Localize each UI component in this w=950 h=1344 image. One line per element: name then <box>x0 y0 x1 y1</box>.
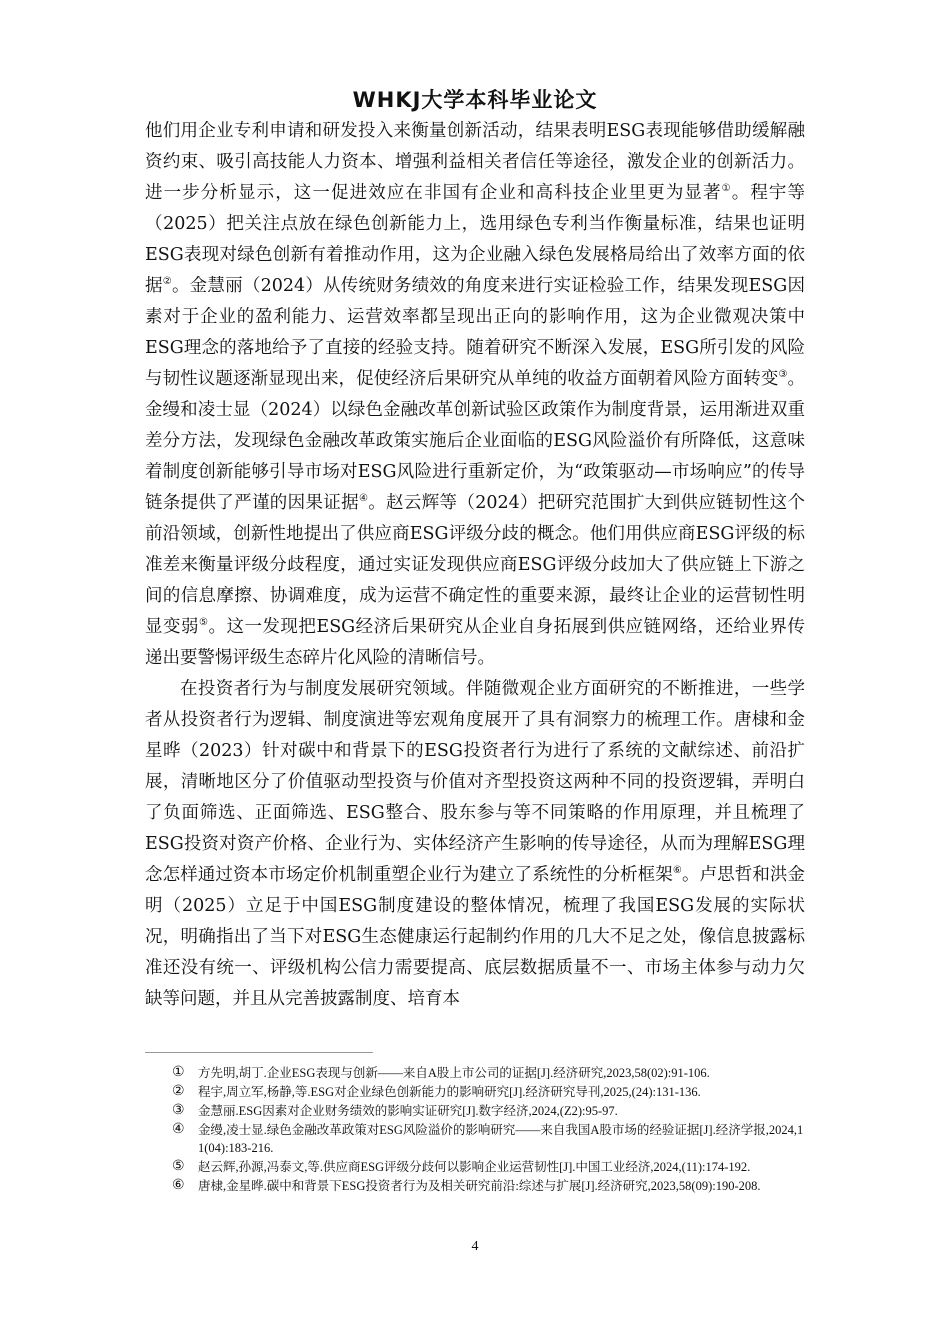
footnote-ref-1[interactable]: ① <box>721 183 732 195</box>
footnote-mark: ② <box>172 1084 185 1099</box>
footnote-ref-6[interactable]: ⑥ <box>672 865 682 877</box>
p2-text-2: 。卢思哲和洪金明（2025）立足于中国ESG制度建设的整体情况，梳理了我国ESG发展的实际状况，明确指出了当下对ESG生态健康运行起制约作用的几大不足之处，像信息披露标准还没有统一、评级机构公信力需要提高、底层数据质量不一、市场主体参与动力欠缺等问题，并且从完善披露制度、培育本 <box>145 865 806 1009</box>
footnote-text: 程宇,周立军,杨静,等.ESG对企业绿色创新能力的影响研究[J].经济研究导刊,2025,(24):131-136. <box>198 1085 701 1099</box>
paragraph-1 <box>145 116 805 674</box>
footnote-text: 唐棣,金星晔.碳中和背景下ESG投资者行为及相关研究前沿:综述与扩展[J].经济研究,2023,58(09):190-208. <box>198 1179 761 1193</box>
footnote-mark: ① <box>172 1065 185 1080</box>
p1-text-6: 。这一发现把ESG经济后果研究从企业自身拓展到供应链网络，还给业界传递出要警惕评级生态碎片化风险的清晰信号。 <box>145 617 805 668</box>
footnote-ref-4[interactable]: ④ <box>358 493 369 505</box>
p1-text-3: 。金慧丽（2024）从传统财务绩效的角度来进行实证检验工作，结果发现ESG因素对于企业的盈利能力、运营效率都呈现出正向的影响作用，这为企业微观决策中ESG理念的落地给予了直接的经验支持。随着研究不断深入发展，ESG所引发的风险与韧性议题逐渐显现出来，促使经济后果研究从单纯的收益方面朝着风险方面转变 <box>145 276 806 389</box>
footnote-text: 金慧丽.ESG因素对企业财务绩效的影响实证研究[J].数字经济,2024,(Z2):95-97. <box>198 1104 618 1118</box>
footnote-mark: ③ <box>172 1103 185 1118</box>
page-header: WHKJ大学本科毕业论文 <box>352 88 598 112</box>
footnote-item <box>172 1102 808 1120</box>
footnotes <box>172 1064 808 1196</box>
footnote-text: 方先明,胡丁.企业ESG表现与创新——来自A股上市公司的证据[J].经济研究,2023,58(02):91-106. <box>198 1066 710 1080</box>
p2-text-1: 在投资者行为与制度发展研究领域。伴随微观企业方面研究的不断推进，一些学者从投资者行为逻辑、制度演进等宏观角度展开了具有洞察力的梳理工作。唐棣和金星晔（2023）针对碳中和背景下的ESG投资者行为进行了系统的文献综述、前沿扩展，清晰地区分了价值驱动型投资与价值对齐型投资这两种不同的投资逻辑，弄明白了负面筛选、正面筛选、ESG整合、股东参与等不同策略的作用原理，并且梳理了ESG投资对资产价格、企业行为、实体经济产生影响的传导途径，从而为理解ESG理念怎样通过资本市场定价机制重塑企业行为建立了系统性的分析框架 <box>145 679 805 885</box>
footnote-ref-3[interactable]: ③ <box>778 369 788 381</box>
p1-text-5: 。赵云辉等（2024）把研究范围扩大到供应链韧性这个前沿领域，创新性地提出了供应商ESG评级分歧的概念。他们用供应商ESG评级的标准差来衡量评级分歧程度，通过实证发现供应商ESG评级分歧加大了供应链上下游之间的信息摩擦、协调难度，成为运营不确定性的重要来源，最终让企业的运营韧性明显变弱 <box>145 493 805 637</box>
page-number: 4 <box>471 1239 479 1254</box>
footnote-item <box>172 1064 808 1082</box>
footnote-mark: ⑤ <box>172 1159 185 1174</box>
body-text <box>145 116 805 1015</box>
footnote-text: 赵云辉,孙源,冯泰文,等.供应商ESG评级分歧何以影响企业运营韧性[J].中国工业经济,2024,(11):174-192. <box>198 1160 751 1174</box>
footnote-item <box>172 1083 808 1101</box>
footnote-item <box>172 1177 808 1195</box>
footnote-text: 金缦,凌士显.绿色金融改革政策对ESG风险溢价的影响研究——来自我国A股市场的经验证据[J].经济学报,2024,11(04):183-216. <box>198 1123 804 1155</box>
footnote-item <box>172 1121 808 1157</box>
p1-text-2: 。程宇等（2025）把关注点放在绿色创新能力上，选用绿色专利当作衡量标准，结果也证明ESG表现对绿色创新有着推动作用，这为企业融入绿色发展格局给出了效率方面的依据 <box>145 183 806 296</box>
paragraph-2 <box>145 674 805 1015</box>
footnote-mark: ⑥ <box>172 1178 185 1193</box>
footnote-ref-2[interactable]: ② <box>162 276 172 288</box>
footnote-item <box>172 1158 808 1176</box>
footnote-separator <box>145 1052 373 1053</box>
p1-text-4: 。金缦和凌士显（2024）以绿色金融改革创新试验区政策作为制度背景，运用渐进双重差分方法，发现绿色金融改革政策实施后企业面临的ESG风险溢价有所降低，这意味着制度创新能够引导市场对ESG风险进行重新定价，为“政策驱动—市场响应”的传导链条提供了严谨的因果证据 <box>145 369 805 513</box>
footnote-ref-5[interactable]: ⑤ <box>198 617 209 629</box>
p1-text-1: 他们用企业专利申请和研发投入来衡量创新活动，结果表明ESG表现能够借助缓解融资约束、吸引高技能人力资本、增强利益相关者信任等途径，激发企业的创新活力。进一步分析显示，这一促进效应在非国有企业和高科技企业里更为显著 <box>145 121 805 203</box>
footnote-mark: ④ <box>172 1122 185 1137</box>
